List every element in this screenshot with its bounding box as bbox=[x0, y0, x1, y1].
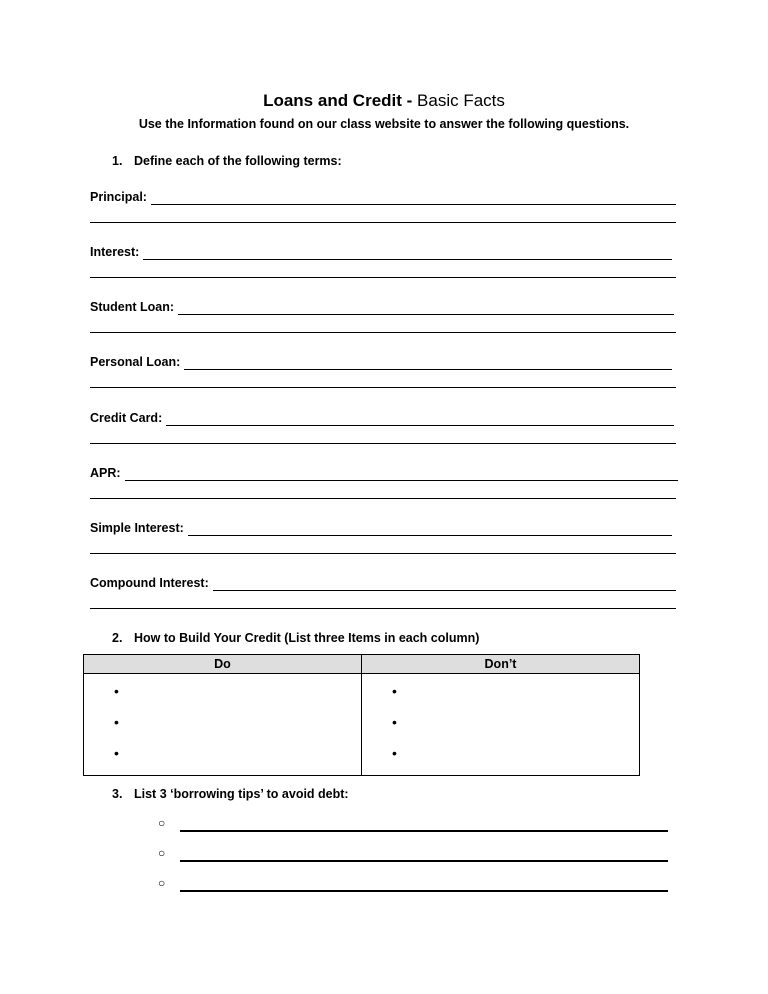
list-item[interactable] bbox=[84, 713, 361, 744]
tip-answer-line[interactable] bbox=[180, 890, 668, 892]
answer-line[interactable] bbox=[90, 204, 676, 205]
bullet-icon: • bbox=[114, 683, 119, 699]
answer-line[interactable] bbox=[90, 222, 676, 223]
answer-line[interactable] bbox=[90, 553, 676, 554]
bullet-icon: • bbox=[392, 745, 397, 761]
tip-answer-line[interactable] bbox=[180, 860, 668, 862]
title-bold: Loans and Credit - bbox=[263, 91, 413, 110]
term-label: Student Loan: bbox=[90, 299, 178, 315]
bullet-icon: • bbox=[114, 714, 119, 730]
title-normal: Basic Facts bbox=[417, 91, 505, 110]
question-3 bbox=[112, 786, 349, 802]
term-label: Compound Interest: bbox=[90, 575, 213, 591]
do-column[interactable] bbox=[84, 674, 362, 776]
borrowing-tip-row bbox=[158, 848, 670, 864]
term-label: APR: bbox=[90, 465, 125, 481]
bullet-icon: • bbox=[114, 745, 119, 761]
answer-line[interactable] bbox=[90, 608, 676, 609]
question-3-number: 3. bbox=[112, 787, 123, 801]
answer-line[interactable] bbox=[90, 332, 676, 333]
answer-line[interactable] bbox=[90, 387, 676, 388]
page-title bbox=[0, 90, 768, 112]
answer-line[interactable] bbox=[90, 425, 674, 426]
dont-column[interactable] bbox=[362, 674, 640, 776]
question-1-text: Define each of the following terms: bbox=[134, 154, 342, 168]
term-label: Interest: bbox=[90, 244, 143, 260]
column-header-dont: Don’t bbox=[362, 655, 640, 674]
tip-answer-line[interactable] bbox=[180, 830, 668, 832]
question-2-text: How to Build Your Credit (List three Items in each column) bbox=[134, 631, 480, 645]
question-2-number: 2. bbox=[112, 631, 123, 645]
term-label: Credit Card: bbox=[90, 410, 166, 426]
term-label: Personal Loan: bbox=[90, 354, 184, 370]
borrowing-tip-row bbox=[158, 818, 670, 834]
borrowing-tip-row bbox=[158, 878, 670, 894]
instructions: Use the Information found on our class website to answer the following questions. bbox=[138, 117, 630, 131]
list-item[interactable] bbox=[362, 744, 639, 775]
answer-line[interactable] bbox=[90, 443, 676, 444]
question-1 bbox=[112, 153, 342, 169]
answer-line[interactable] bbox=[90, 480, 678, 481]
question-1-number: 1. bbox=[112, 154, 123, 168]
answer-line[interactable] bbox=[90, 259, 672, 260]
bullet-icon: • bbox=[392, 714, 397, 730]
list-item[interactable] bbox=[84, 682, 361, 713]
answer-line[interactable] bbox=[90, 498, 676, 499]
term-label: Principal: bbox=[90, 189, 151, 205]
question-3-text: List 3 ‘borrowing tips’ to avoid debt: bbox=[134, 787, 349, 801]
circle-bullet-icon: ○ bbox=[158, 816, 166, 830]
list-item[interactable] bbox=[362, 682, 639, 713]
list-item[interactable] bbox=[84, 744, 361, 775]
bullet-icon: • bbox=[392, 683, 397, 699]
term-label: Simple Interest: bbox=[90, 520, 188, 536]
circle-bullet-icon: ○ bbox=[158, 876, 166, 890]
circle-bullet-icon: ○ bbox=[158, 846, 166, 860]
answer-line[interactable] bbox=[90, 277, 676, 278]
build-credit-table bbox=[83, 654, 640, 776]
column-header-do: Do bbox=[84, 655, 362, 674]
question-2 bbox=[112, 630, 479, 646]
list-item[interactable] bbox=[362, 713, 639, 744]
